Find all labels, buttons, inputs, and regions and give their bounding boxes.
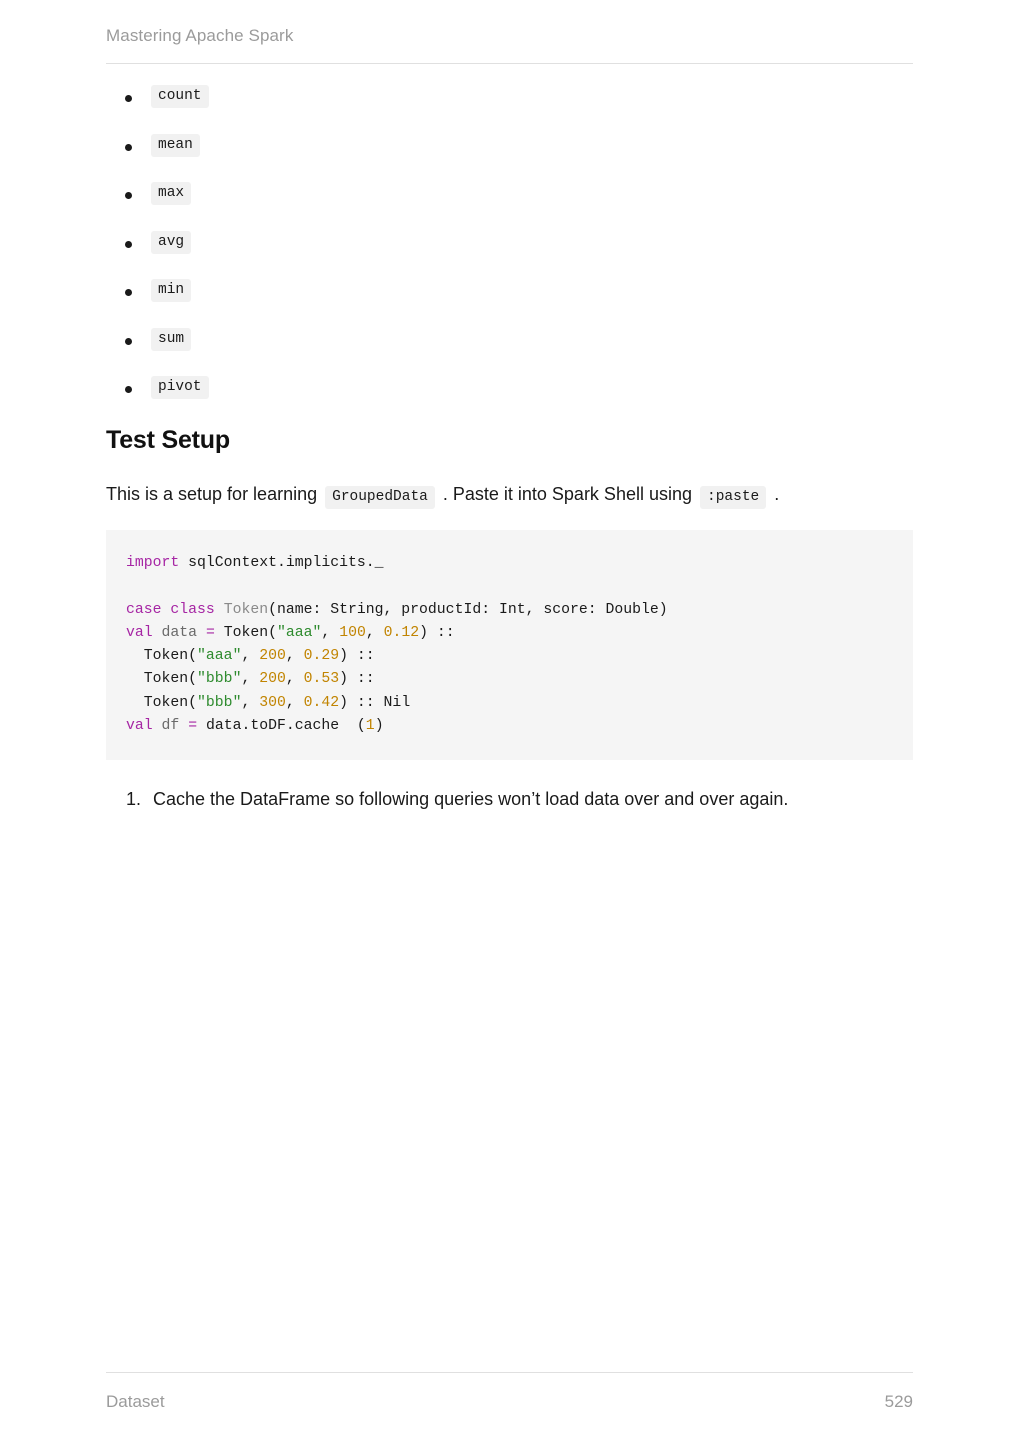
code-token: case class (126, 601, 215, 618)
code-token: ) :: (419, 625, 455, 641)
code-token: ) :: (339, 671, 375, 688)
page-content (106, 86, 913, 813)
code-token: Token( (214, 625, 278, 641)
list-item (106, 86, 913, 112)
method-name: avg (151, 231, 191, 254)
list-item: 1. Cache the DataFrame so following queries won’t load data over and over again. (146, 786, 913, 813)
code-token: 200 (259, 648, 286, 665)
list-item (106, 135, 913, 161)
method-name: min (151, 279, 191, 302)
code-token: 1 (365, 717, 375, 734)
code-token: , (285, 694, 304, 711)
book-title: Mastering Apache Spark (106, 26, 294, 45)
code-token: import (126, 555, 180, 572)
paragraph-text-1: This is a setup for learning (106, 483, 318, 504)
code-token: 0.12 (383, 625, 420, 641)
code-token: "bbb" (197, 694, 242, 711)
code-token: , (241, 648, 260, 665)
method-name: max (151, 182, 191, 205)
code-token: "aaa" (277, 625, 322, 641)
code-token: Token( (126, 648, 198, 665)
list-item (106, 377, 913, 403)
code-token: Token( (126, 694, 198, 711)
list-item (106, 329, 913, 355)
code-token (153, 625, 162, 641)
method-name: pivot (151, 376, 209, 399)
code-token (197, 625, 206, 641)
inline-code-groupeddata: GroupedData (325, 486, 435, 509)
footer-chapter-label: Dataset (106, 1392, 165, 1411)
paragraph-text-2: . Paste it into Spark Shell using (442, 483, 692, 504)
aggregation-methods-list (106, 86, 913, 403)
list-item (106, 280, 913, 306)
code-token: data (161, 625, 198, 641)
code-token (179, 718, 188, 734)
code-token: val (126, 625, 153, 641)
section-heading: Test Setup (106, 425, 230, 454)
list-item (106, 183, 913, 209)
code-token (153, 718, 162, 734)
code-token: 0.29 (303, 648, 340, 665)
list-item (106, 232, 913, 258)
code-token: sqlContext.implicits._ (179, 555, 384, 572)
code-token: 300 (259, 694, 286, 711)
code-token: Token( (126, 671, 198, 688)
code-token: ) :: (339, 648, 375, 665)
section-paragraph (106, 481, 913, 509)
code-token: , (241, 671, 260, 688)
code-token (215, 602, 224, 618)
code-token: = (188, 717, 198, 734)
code-token: data.toDF.cache ( (197, 717, 366, 734)
code-token: 100 (339, 625, 366, 641)
code-token: , (285, 671, 304, 688)
code-token: ) :: Nil (339, 694, 411, 711)
footnote-list (106, 786, 913, 813)
page-number: 529 (884, 1392, 913, 1411)
page-header (106, 26, 913, 64)
code-token: = (205, 625, 215, 641)
code-token: "aaa" (197, 648, 242, 665)
code-token: 0.53 (303, 671, 340, 688)
code-token: (name: String, productId: Int, score: Double) (268, 601, 668, 618)
inline-code-paste: :paste (700, 486, 766, 509)
scala-code-block (106, 530, 913, 760)
code-token: , (241, 694, 260, 711)
code-token: val (126, 717, 153, 734)
code-token: 200 (259, 671, 286, 688)
method-name: count (151, 85, 209, 108)
code-token: df (161, 717, 180, 734)
code-token: Token (223, 601, 269, 618)
page-footer (106, 1372, 913, 1412)
method-name: sum (151, 328, 191, 351)
method-name: mean (151, 134, 200, 157)
code-token: "bbb" (197, 671, 242, 688)
code-token: , (321, 625, 340, 641)
code-token: ) (374, 717, 384, 734)
code-token: , (365, 625, 384, 641)
code-token: , (285, 648, 304, 665)
code-token: 0.42 (303, 694, 340, 711)
paragraph-text-3: . (774, 483, 780, 504)
